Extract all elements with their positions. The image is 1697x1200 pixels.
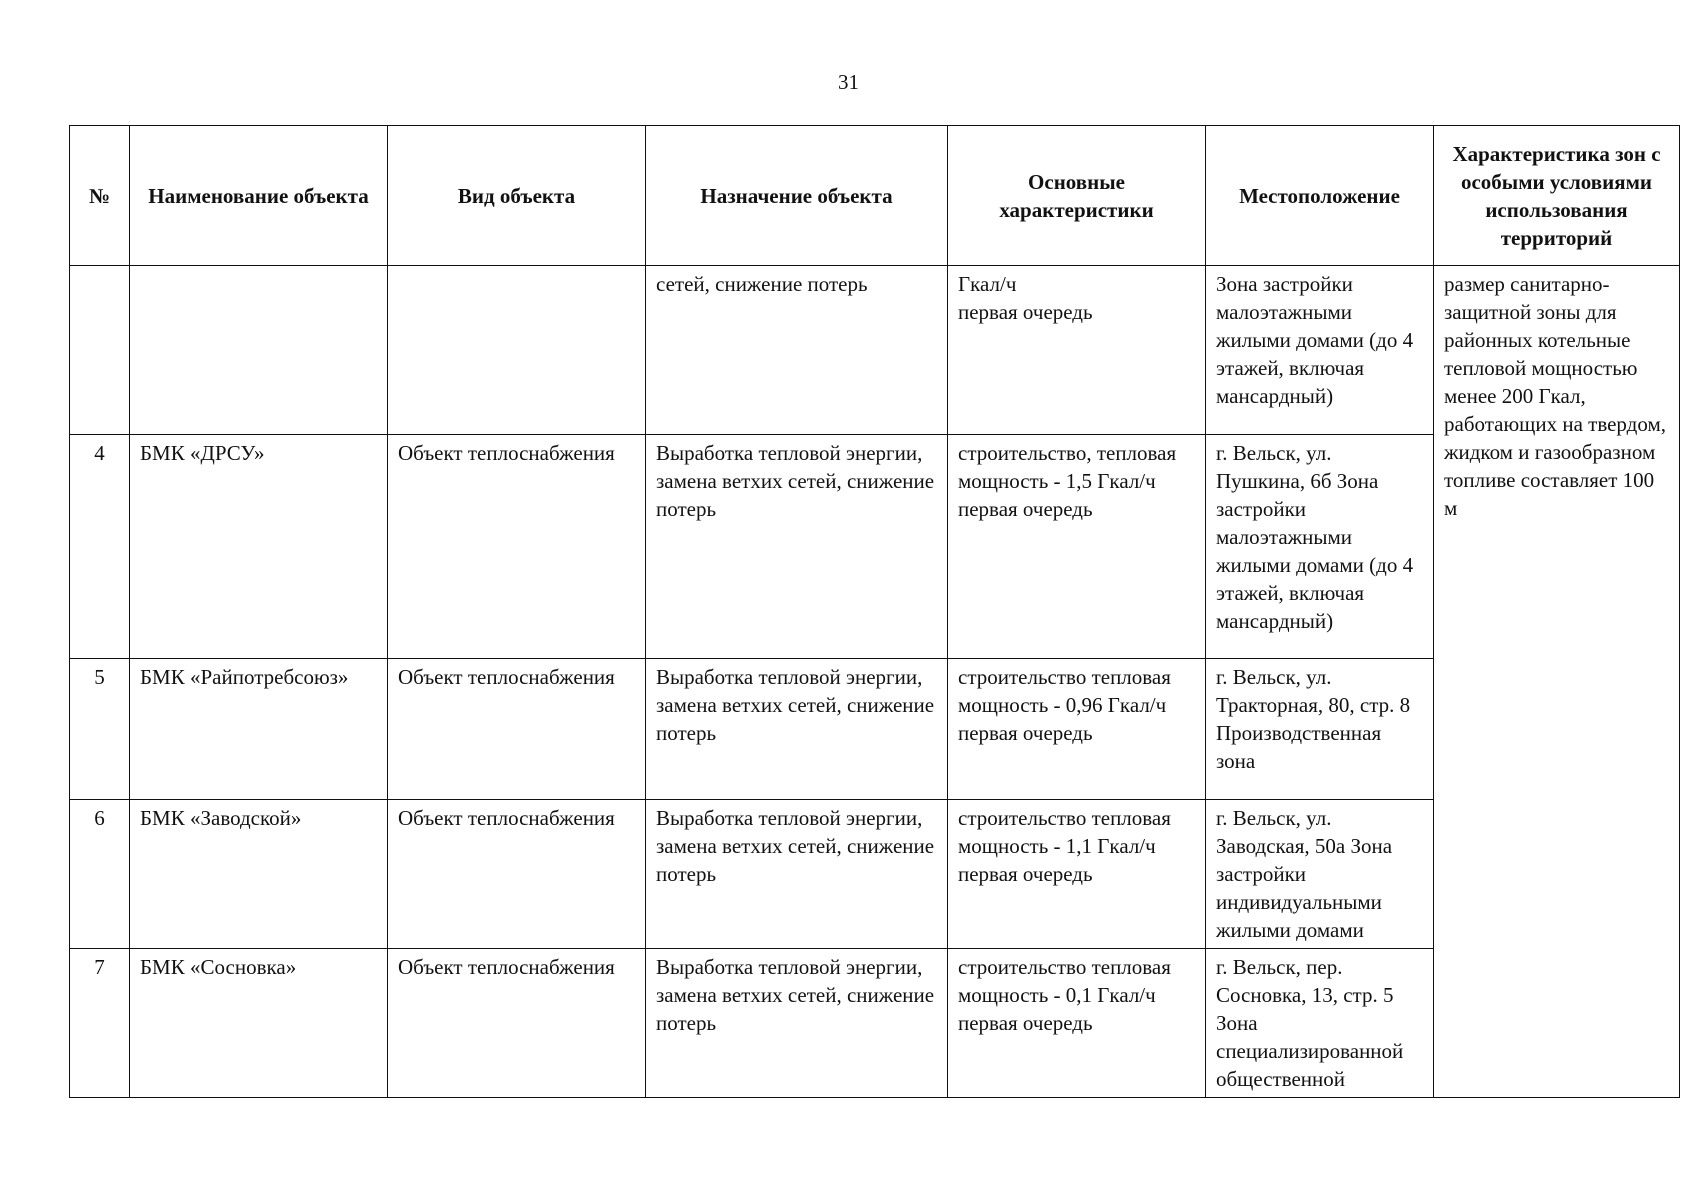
row-number: 5: [70, 659, 130, 800]
header-purpose: Назначение объекта: [646, 126, 948, 266]
row-purpose: Выработка тепловой энергии, замена ветхих сетей, снижение потерь: [646, 800, 948, 949]
row-characteristics: [948, 435, 1206, 659]
header-number: №: [70, 126, 130, 266]
row-name: БМК «Заводской»: [130, 800, 388, 949]
characteristics-line: строительство, тепловая мощность - 1,5 Гкал/ч: [958, 441, 1177, 493]
row-location: г. Вельск, пер. Сосновка, 13, стр. 5 Зона специализированной общественной: [1206, 949, 1434, 1098]
table-row: [70, 266, 1680, 435]
row-characteristics: [948, 659, 1206, 800]
row-type: Объект теплоснабжения: [388, 949, 646, 1098]
row-type: Объект теплоснабжения: [388, 800, 646, 949]
objects-table: [69, 125, 1680, 1098]
page-number: 31: [838, 70, 859, 94]
row-location: г. Вельск, ул. Заводская, 50а Зона застройки индивидуальными жилыми домами: [1206, 800, 1434, 949]
row-type: Объект теплоснабжения: [388, 659, 646, 800]
characteristics-line: первая очередь: [958, 862, 1093, 886]
row-characteristics: [948, 266, 1206, 435]
zone-characteristics: размер санитарно-защитной зоны для районных котельные тепловой мощностью менее 200 Гкал, работающих на твердом, жидком и газообразном топливе составляет 100 м: [1434, 266, 1680, 1098]
characteristics-line: первая очередь: [958, 1011, 1093, 1035]
header-type: Вид объекта: [388, 126, 646, 266]
row-name: БМК «Сосновка»: [130, 949, 388, 1098]
table-header-row: [70, 126, 1680, 266]
row-number: [70, 266, 130, 435]
row-purpose: Выработка тепловой энергии, замена ветхих сетей, снижение потерь: [646, 659, 948, 800]
characteristics-line: строительство тепловая мощность - 0,96 Гкал/ч: [958, 665, 1171, 717]
header-name: Наименование объекта: [130, 126, 388, 266]
characteristics-line: строительство тепловая мощность - 1,1 Гкал/ч: [958, 806, 1171, 858]
row-purpose: Выработка тепловой энергии, замена ветхих сетей, снижение потерь: [646, 949, 948, 1098]
row-purpose: Выработка тепловой энергии, замена ветхих сетей, снижение потерь: [646, 435, 948, 659]
header-zones: Характеристика зон с особыми условиями использования территорий: [1434, 126, 1680, 266]
row-location: г. Вельск, ул. Тракторная, 80, стр. 8 Производственная зона: [1206, 659, 1434, 800]
characteristics-line: первая очередь: [958, 497, 1093, 521]
characteristics-line: первая очередь: [958, 721, 1093, 745]
row-purpose: сетей, снижение потерь: [646, 266, 948, 435]
characteristics-line: первая очередь: [958, 300, 1093, 324]
row-location: Зона застройки малоэтажными жилыми домами (до 4 этажей, включая мансардный): [1206, 266, 1434, 435]
row-name: [130, 266, 388, 435]
row-characteristics: [948, 800, 1206, 949]
row-number: 6: [70, 800, 130, 949]
row-type: Объект теплоснабжения: [388, 435, 646, 659]
header-characteristics: Основные характеристики: [948, 126, 1206, 266]
row-name: БМК «Райпотребсоюз»: [130, 659, 388, 800]
characteristics-line: Гкал/ч: [958, 272, 1017, 296]
row-location: г. Вельск, ул. Пушкина, 6б Зона застройки малоэтажными жилыми домами (до 4 этажей, включая мансардный): [1206, 435, 1434, 659]
characteristics-line: строительство тепловая мощность - 0,1 Гкал/ч: [958, 955, 1171, 1007]
row-number: 4: [70, 435, 130, 659]
row-characteristics: [948, 949, 1206, 1098]
header-location: Местоположение: [1206, 126, 1434, 266]
row-number: 7: [70, 949, 130, 1098]
row-type: [388, 266, 646, 435]
row-name: БМК «ДРСУ»: [130, 435, 388, 659]
